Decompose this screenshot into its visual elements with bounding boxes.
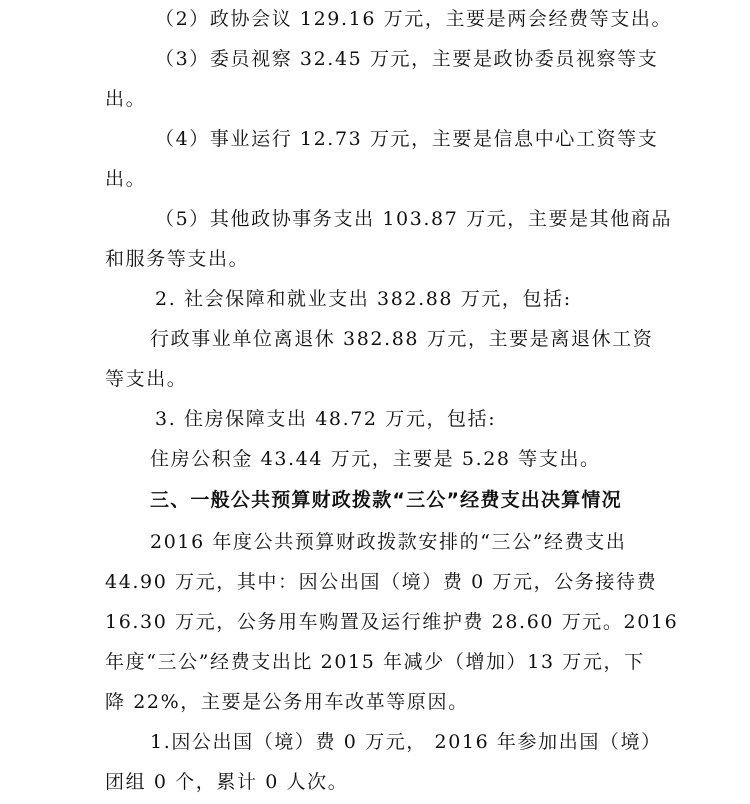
- text-line-lituixiu: 行政事业单位离退休 382.88 万元，主要是离退休工资: [150, 328, 654, 350]
- text-line-zhufang-baozhang: 3. 住房保障支出 48.72 万元，包括:: [155, 408, 497, 430]
- text-line-lituixiu-cont: 等支出。: [105, 368, 188, 390]
- text-line-zhengxie-huiyi: （2）政协会议 129.16 万元，主要是两会经费等支出。: [155, 8, 673, 30]
- text-line-tuanzu: 团组 0 个，累计 0 人次。: [105, 771, 349, 793]
- text-line-weiyuan-shicha-cont: 出。: [105, 88, 147, 110]
- text-line-qita-zhengxie: （5）其他政协事务支出 103.87 万元，主要是其他商品: [155, 208, 673, 230]
- text-line-qita-zhengxie-cont: 和服务等支出。: [105, 248, 250, 270]
- text-line-sangong-intro: 2016 年度公共预算财政拨款安排的“三公”经费支出: [150, 531, 627, 553]
- text-line-shehui-baozhang: 2. 社会保障和就业支出 382.88 万元，包括:: [155, 288, 572, 310]
- text-line-yingong-chuguo: 1.因公出国（境）费 0 万元， 2016 年参加出国（境）: [150, 731, 662, 753]
- text-line-sangong-reason: 降 22%，主要是公务用车改革等原因。: [105, 691, 469, 713]
- text-line-gongjijin: 住房公积金 43.44 万元，主要是 5.28 等支出。: [150, 448, 601, 470]
- text-line-shiye-yunxing-cont: 出。: [105, 168, 147, 190]
- section-heading-sangong: 三、一般公共预算财政拨款“三公”经费支出决算情况: [150, 489, 622, 511]
- text-line-sangong-compare: 年度“三公”经费支出比 2015 年减少（增加）13 万元，下: [105, 651, 645, 673]
- text-line-shiye-yunxing: （4）事业运行 12.73 万元，主要是信息中心工资等支: [155, 128, 659, 150]
- text-line-sangong-breakdown: 44.90 万元，其中：因公出国（境）费 0 万元，公务接待费: [105, 571, 658, 593]
- text-line-gongwu-yongche: 16.30 万元，公务用车购置及运行维护费 28.60 万元。2016: [105, 611, 679, 633]
- text-line-weiyuan-shicha: （3）委员视察 32.45 万元，主要是政协委员视察等支: [155, 48, 659, 70]
